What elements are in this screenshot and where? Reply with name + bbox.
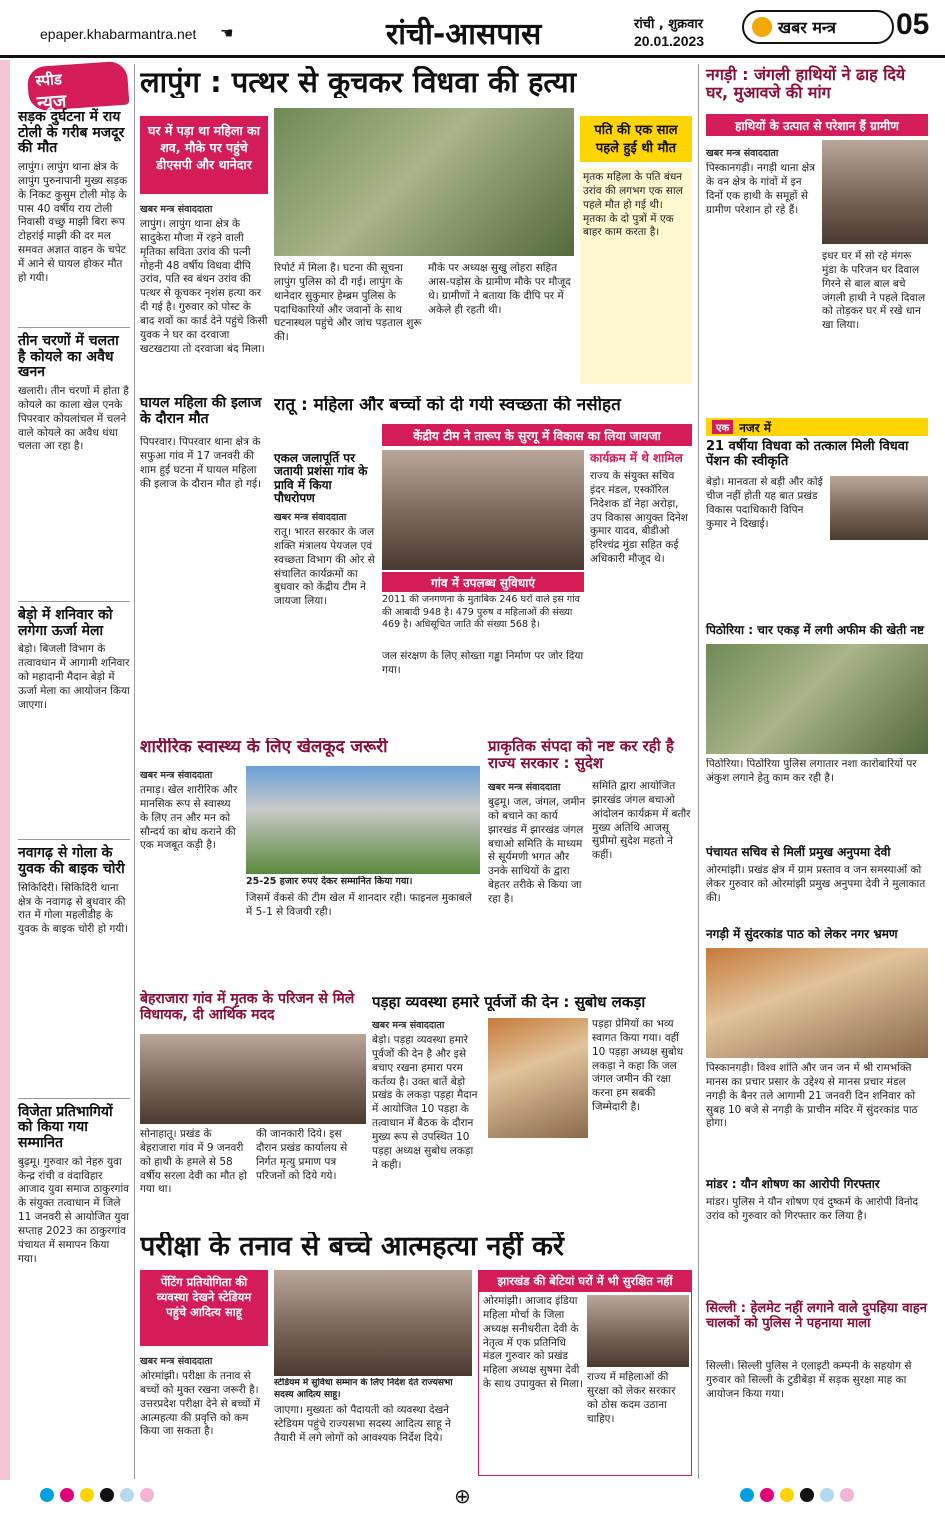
right-sunderkand-photo	[706, 948, 928, 1058]
right-helmet-headline: सिल्ली : हेलमेट नहीं लगाने वाले दुपहिया वाहन चालकों को पुलिस ने पहनाया माला	[706, 1301, 927, 1331]
brief-body-bike-theft: सिकिदिरी। सिकिदिरी थाना क्षेत्र के नवागढ़ से बुधवार की रात में गोला महलीडीह के युवक के बाइक चोरी हो गयी।	[18, 881, 129, 936]
brief-title-energy-fair: बेड़ो में शनिवार को लगेगा ऊर्जा मेला	[18, 607, 113, 639]
brief-title-coal-mining: तीन चरणों में चलता है कोयले का अवैध खनन	[18, 333, 119, 381]
lead-headline: लापुंग : पत्थर से कूचकर विधवा की हत्या	[140, 66, 577, 99]
right-pension-body: बेड़ो। मानवता से बड़ी और कोई चीज नहीं होती यह बात प्रखंड विकास पदाधिकारी विपिन कुमार ने दिखाई।	[706, 476, 823, 530]
left-brief-column	[18, 110, 130, 1480]
ratu-facilities-body: 2011 की जनगणना के मुताबिक 246 घरों वाले इस गांव की आबादी 948 है। 479 पुरुष व महिलाओं की संख्या 469 है। अधिसूचित जाति की संख्या 568 है।	[382, 594, 580, 631]
sports-headline: शारीरिक स्वास्थ्य के लिए खेलकूद जरूरी	[140, 738, 388, 757]
brand-logo	[742, 10, 894, 44]
bottom-box-title: झारखंड की बेटियां घरों में भी सुरक्षित नहीं	[479, 1271, 691, 1292]
bottom-box-body: ओरमांझी। आजाद इंडिया महिला मोर्चा के जिला अध्यक्ष सनीधरीता देवी के नेतृत्व में एक प्रतिनिधि मंडल गुरुवार को प्रखंड महिला अध्यक्ष सुषमा देवी के साथ उपायुक्त से मिला।	[483, 1295, 583, 1391]
mla-headline: बेहराजारा गांव में मृतक के परिजन से मिले विधायक, दी आर्थिक मदद	[140, 991, 355, 1023]
ratu-attendees-body: राज्य के संयुक्त सचिव इंदर मंडल, एस्कॉरिल निदेशक डॉ नेहा अरोड़ा, उप विकास आयुक्त दिनेश कुमार यादव, बीडीओ हरिश्चंद्र मुंडा सहित कई अधिकारी मौजूद थे।	[590, 470, 688, 566]
sports-body: तमाड़। खेल शारीरिक और मानसिक रूप से स्वास्थ्य के लिए तन और मन को सौन्दर्य का बोध कराने की एक मजबूत कड़ी है।	[140, 784, 238, 852]
padha-body: बेड़ो। पड़हा व्यवस्था हमारे पूर्वजों की देन है और इसे बचाए रखना हमारा परम कर्तव्य है। उक्त बातें बेड़ो प्रखंड के लकड़ा पड़हा मैदान में आयोजित 10 पड़हा के तत्वाधान में बैठक के दौरान मुख्य रूप से उपस्थित 10 पड़हा अध्यक्ष सुबोध लकड़ा ने कही।	[372, 1034, 478, 1171]
ratu-side-headline: एकल जलापूर्ति पर जतायी प्रशंसा गांव के प्रावि में किया पौधरोपण	[274, 451, 368, 506]
bottom-body: ओरमांझी। परीक्षा के तनाव से बच्चों को मुक्त रखना जरूरी है। उत्तरप्रदेश परीक्षा देने से बच्चों में आत्महत्या की प्रवृत्ति को कम किया जा सकता है।	[140, 1370, 261, 1438]
ek-nazar-bar	[706, 418, 928, 436]
mla-visit-photo	[140, 1034, 366, 1124]
bottom-stadium-photo	[274, 1270, 472, 1376]
lead-pink-subhead: घर में पड़ा था महिला का शव, मौके पर पहुंचे डीएसपी और थानेदार	[140, 116, 268, 194]
lead-yellow-box: पति की एक साल पहले हुई थी मौत	[580, 116, 692, 162]
ratu-headline: रातू : महिला और बच्चों को दी गयी स्वच्छता की नसीहत	[274, 396, 621, 415]
right-opium-body: पिठोरिया। पिठोरिया पुलिस लगातार नशा कारोबारियों पर अंकुश लगाने हेतु काम कर रही है।	[706, 758, 917, 784]
pointer-icon: ☚	[220, 24, 234, 42]
sports-body-col2: जिसमें वेंकसे की टीम खेल में शानदार रही। फाइनल मुकाबले में 5-1 से विजयी रही।	[246, 892, 472, 918]
bottom-pink-subhead: पेंटिंग प्रतियोगिता की व्यवस्था देखने स्टेडियम पहुंचे आदित्य साहू	[140, 1270, 268, 1346]
ek-nazar-tag: एक	[712, 420, 733, 434]
ratu-facilities-caption: गांव में उपलब्ध सुविधाएं	[382, 572, 584, 592]
bottom-headline: परीक्षा के तनाव से बच्चे आत्महत्या नहीं करें	[140, 1232, 564, 1262]
right-arrest-headline: मांडर : यौन शोषण का आरोपी गिरफ्तार	[706, 1177, 880, 1191]
column-divider	[698, 64, 699, 1479]
color-registration-left	[40, 1488, 154, 1506]
ek-nazar-label: नजर में	[739, 420, 772, 435]
right-anupama-body: ओरमांझी। प्रखंड क्षेत्र में ग्राम प्रस्ताव व जन समस्याओं को लेकर गुरुवार को ओरमांझी प्रमुख अनुपमा देवी ने मुलाकात की।	[706, 864, 926, 904]
right-pension-headline: 21 वर्षीया विधवा को तत्काल मिली विधवा पेंशन की स्वीकृति	[706, 439, 909, 469]
sports-caption: 25-25 हजार रुपए देकर सम्मानित किया गया।	[246, 876, 413, 887]
mid-injured-body: पिपरवार। पिपरवार थाना क्षेत्र के सफुआ गांव में 17 जनवरी की शाम हुई घटना में घायल महिला की इलाज के दौरान मौत हो गई।	[140, 436, 262, 490]
brief-title-road-accident: सड़क दुर्घटना में राय टोली के गरीब मजदूर की मौत	[18, 109, 125, 157]
bottom-box-photo	[587, 1295, 689, 1367]
lead-yellow-box-body: मृतक महिला के पति बंधन उरांव की लगभग एक साल पहले मौत हो गई थी। मृतका के दो पुत्रों में एक बाहर काम करता है।	[580, 168, 692, 384]
brief-body-coal-mining: खलारी। तीन चरणों में होता है कोयले का काला खेल एनके पिपरवार कोयलांचल में चलने वाले कोयले का अवैध धंधा चलता आ रहा है।	[18, 385, 129, 453]
ratu-attendees-title: कार्यक्रम में थे शामिल	[590, 451, 683, 465]
sudesh-byline: खबर मन्त्र संवाददाता	[488, 782, 561, 793]
speed-news-line2: न्यूज	[36, 90, 67, 114]
right-elephant-photo	[822, 140, 928, 244]
sports-team-photo	[246, 766, 480, 874]
right-sunderkand-body: पिस्कानगड़ी। विश्व शांति और जन जन में श्री रामभक्ति मानस का प्रचार प्रसार के उद्देश्य से मानस प्रचार मंडल नगड़ी के बैनर तले आगामी 21 जनवरी दिन शनिवार को सुबह 10 बजे से नगड़ी के प्राचीन मंदिर में सुंदरकांड पाठ होगा।	[706, 1062, 918, 1130]
sudesh-body: बुढ़मू। जल, जंगल, जमीन को बचाने का कार्य झारखंड में झारखंड जंगल बचाओ समिति के माध्यम से सूर्यमणी भगत और उनके साथियों के द्वारा बेहतर तरीके से किया जा रहा है।	[488, 796, 586, 906]
lead-photo-police-site	[274, 108, 574, 256]
section-title: रांची-आसपास	[386, 17, 542, 52]
registration-crosshair-icon: ⊕	[454, 1484, 471, 1508]
right-arrest-body: मांडर। पुलिस ने यौन शोषण एवं दुष्कर्म के आरोपी विनोद उरांव को गुरुवार को गिरफ्तार कर लिया है।	[706, 1196, 919, 1222]
sudesh-body-col2: समिति द्वारा आयोजित झारखंड जंगल बचाओ आंदोलन कार्यक्रम में बतौर मुख्य अतिथि आजसू सुप्रीमो सुदेश महतो ने कहीं।	[592, 780, 691, 862]
brief-body-energy-fair: बेड़ो। बिजली विभाग के तत्वावधान में आगामी शनिवार को महादानी मैदान बेड़ो में ऊर्जा मेला का आयोजन किया जाएगा।	[18, 643, 130, 711]
ratu-byline: खबर मन्त्र संवाददाता	[274, 512, 347, 523]
bottom-box	[478, 1270, 692, 1476]
bottom-photo-caption: स्टेडियम में सुविधा सम्मान के लिए निर्देश देते राज्यसभा सदस्य आदित्य साहू।	[274, 1378, 453, 1400]
lead-body-col3: मौके पर अध्यक्ष सुखु लोहरा सहित आस-पड़ोस के ग्रामीण मौके पर मौजूद थे। ग्रामीणों ने बताया कि दीपि पर में अकेले ही रहती थी।	[428, 262, 571, 316]
sports-byline: खबर मन्त्र संवाददाता	[140, 770, 213, 781]
page-number: 05	[896, 8, 930, 41]
brief-body-winners: बुढ़मू। गुरुवार को नेहरु युवा केन्द्र रांची व वंदाविहार आजाद युवा समाज ठाकुरगांव के संयुक्त तत्वाधान में जिले 11 जनवरी से आयोजित युवा सप्ताह 2023 का ठाकुरगांव पंचायत में समापन किया गया।	[18, 1155, 130, 1265]
ratu-subhead: केंद्रीय टीम ने तारूप के सुरगू में विकास का लिया जायजा	[382, 424, 692, 446]
edition-date: 20.01.2023	[634, 33, 705, 49]
column-divider	[134, 64, 135, 1479]
ratu-body: रातू। भारत सरकार के जल शक्ति मंत्रालय पेयजल एवं स्वच्छता विभाग की ओर से संचालित कार्यक्रमों का बुधवार को केंद्रीय टीम ने जायजा लिया।	[274, 526, 375, 608]
brief-title-winners: विजेता प्रतिभागियों को किया गया सम्मानित	[18, 1103, 113, 1152]
right-opium-headline: पिठोरिया : चार एकड़ में लगी अफीम की खेती नष्ट	[706, 623, 925, 637]
right-helmet-body: सिल्ली। सिल्ली पुलिस ने एलाइटी कम्पनी के सहयोग से गुरुवार को सिल्ली के टुडीबेड़ा में सड़क सुरक्षा माह का आयोजन किया गया।	[706, 1360, 912, 1400]
padha-body-col2: पड़हा प्रेमियों का भव्य स्वागत किया गया। वहीं 10 पड़हा अध्यक्ष सुबोध लकड़ा ने कहा कि जल जंगल जमीन की रक्षा करना हम सबकी जिम्मेदारी है।	[592, 1018, 684, 1114]
right-elephant-subhead: हाथियों के उत्पात से परेशान हैं ग्रामीण	[706, 114, 928, 136]
masthead	[0, 0, 945, 58]
brief-body-road-accident: लापुंग। लापुंग थाना क्षेत्र के लापुंग पुरुनापानी मुख्य सड़क के निकट कुसुम टोली मोड़ के पास 40 वर्षीय राय टोली निवासी वच्छु माझी बिरा रूप टोहरांई माझी की दर मल समवत अज्ञात वाहन के चपेट में आने से घायल होकर मौत हो गयी।	[18, 161, 128, 284]
ratu-meeting-photo	[382, 450, 584, 570]
right-sunderkand-headline: नगड़ी में सुंदरकांड पाठ को लेकर नगर भ्रमण	[706, 927, 898, 941]
speed-news-badge	[27, 61, 130, 112]
padha-byline: खबर मन्त्र संवाददाता	[372, 1020, 445, 1031]
lead-body-col2: रिपोर्ट में मिला है। घटना की सूचना लापुंग पुलिस को दी गई। लापुंग के थानेदार सुकुमार हेम्ब्रम पुलिस के पदाधिकारियों और जवानों के साथ घटनास्थल पहुंचे और जांच पड़ताल शुरू की।	[274, 262, 422, 344]
sudesh-headline: प्राकृतिक संपदा को नष्ट कर रही है राज्य सरकार : सुदेश	[488, 737, 674, 772]
bottom-box-body-col2: राज्य में महिलाओं की सुरक्षा को लेकर सरकार को ठोस कदम उठाना चाहिए।	[587, 1371, 676, 1425]
right-pension-photo	[830, 476, 928, 540]
brand-logo-icon	[752, 17, 772, 37]
mla-body: सोनाहातू। प्रखंड के बेहराजारा गांव में 9 जनवरी को हाथी के हमले से 58 वर्षीय सरला देवी का मौत हो गया था।	[140, 1128, 247, 1196]
epaper-url[interactable]: epaper.khabarmantra.net	[40, 26, 197, 42]
right-elephant-body-col2: इधर घर में सो रहे मंगरू मुंडा के परिजन घर दिवाल गिरने से बाल बाल बचे जंगली हाथी ने पहले दिवाल को तोड़कर घर में रखे धान खा लिया।	[822, 250, 926, 332]
right-elephant-byline: खबर मन्त्र संवाददाता	[706, 148, 779, 159]
color-registration-right	[740, 1488, 854, 1506]
brand-name: खबर मन्त्र	[778, 18, 836, 37]
lead-body: लापुंग। लापुंग थाना क्षेत्र के सादुकेरा मौजा में रहने वाली मृतिका सविता उरांव की पत्नी गोहनी 48 वर्षीय विधवा दीपि उरांव, पति स्व बंधन उरांव की पत्थर से कूचकर नृशंस हत्या कर दी गई है। गुरुवार को पोस्ट के बाद शवों का कार्ड देने पहुंचे किसी युवक ने घर का दरवाजा खटखटाया तो दरवाजा बंद मिला।	[140, 218, 268, 355]
padha-headline: पड़हा व्यवस्था हमारे पूर्वजों की देन : सुबोध लकड़ा	[372, 994, 646, 1011]
edition-place: रांची , शुक्रवार	[634, 17, 704, 32]
right-anupama-headline: पंचायत सचिव से मिलीं प्रमुख अनुपमा देवी	[706, 845, 891, 859]
ratu-tail: जल संरक्षण के लिए सोख्ता गड्ढा निर्माण पर जोर दिया गया।	[382, 650, 584, 676]
padha-stage-photo	[488, 1018, 588, 1138]
right-elephant-body: पिस्कानगड़ी। नगड़ी थाना क्षेत्र के वन क्षेत्र के गांवों में इन दिनों एक हाथी के समूहों से ग्रामीण परेशान हो रहे हैं।	[706, 162, 815, 216]
mla-body-col2: की जानकारी दिये। इस दौरान प्रखंड कार्यालय से निर्गत मृत्यु प्रमाण पत्र परिजनों को दिये गये।	[256, 1128, 348, 1182]
speed-news-line1: स्पीड	[34, 70, 63, 90]
right-opium-photo	[706, 644, 928, 754]
bottom-byline: खबर मन्त्र संवाददाता	[140, 1356, 213, 1367]
brief-title-bike-theft: नवागढ़ से गोला के युवक की बाइक चोरी	[18, 845, 125, 878]
side-color-strip	[0, 60, 10, 1480]
right-elephant-headline: नगड़ी : जंगली हाथियों ने ढाह दिये घर, मुआवजे की मांग	[706, 65, 906, 102]
lead-byline: खबर मन्त्र संवाददाता	[140, 204, 213, 215]
bottom-body-col2: जाएगा। मुख्यतः को पैदायती को व्यवस्था देखने स्टेडियम पहुंचे राज्यसभा सदस्य आदित्य साहू ने तैयारी में लगे लोगों को आवश्यक निर्देश दिये।	[274, 1404, 451, 1444]
mid-injured-headline: घायल महिला की इलाज के दौरान मौत	[140, 395, 262, 427]
